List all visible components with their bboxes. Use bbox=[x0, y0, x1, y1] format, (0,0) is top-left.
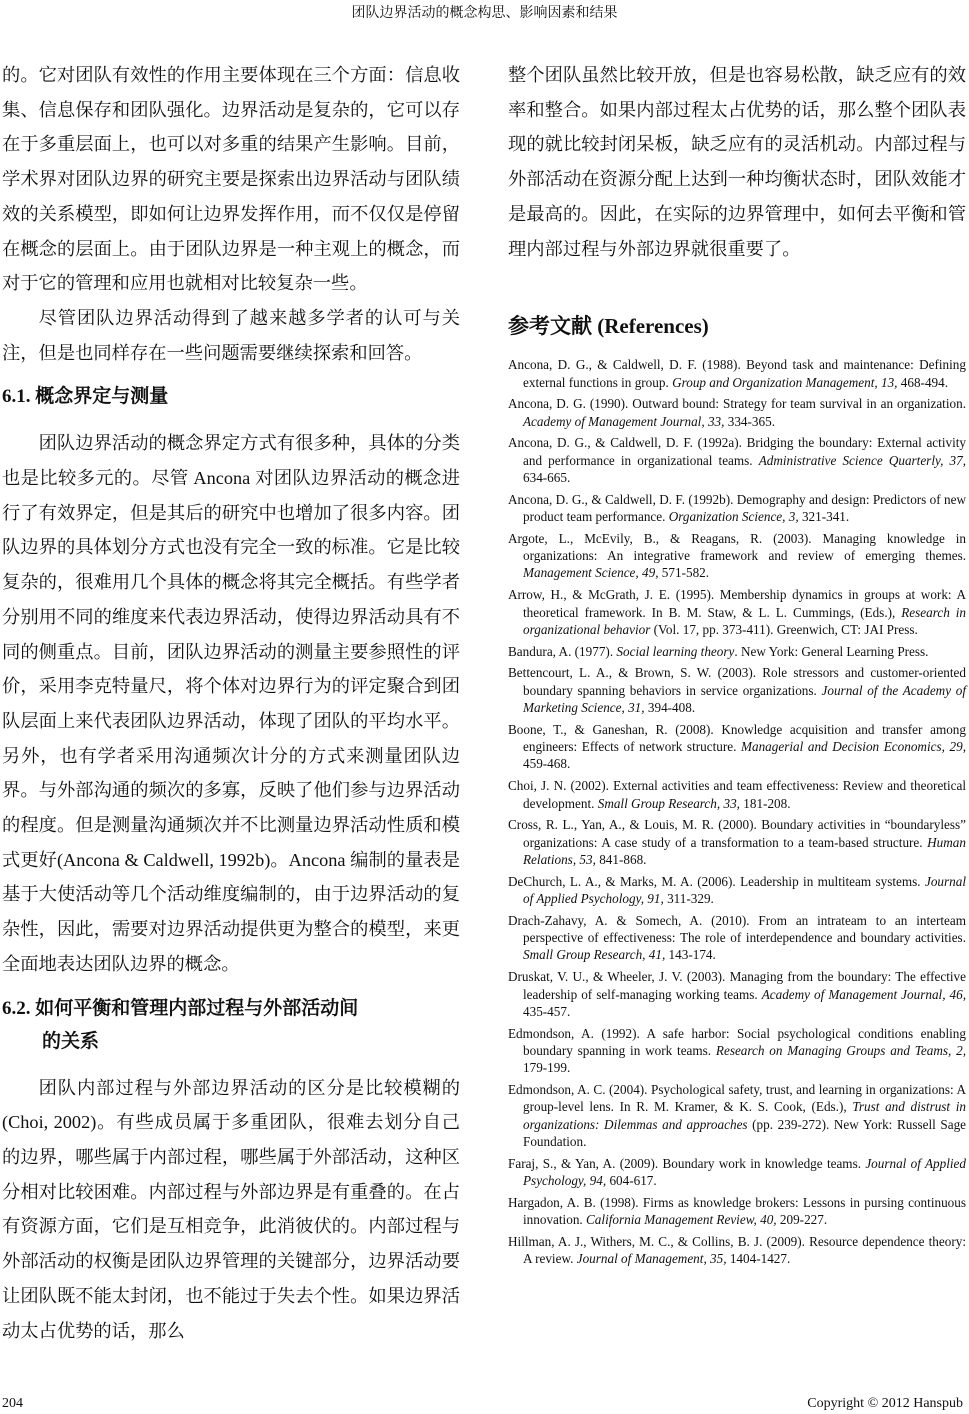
right-column bbox=[508, 58, 966, 1272]
reference-pre: Hillman, A. J., Withers, M. C., & Collins, B. J. (2009). Resource dependence theory: A review. bbox=[508, 1233, 966, 1267]
reference-ital: Administrative Science Quarterly, 37, bbox=[758, 452, 966, 468]
reference-ital: Trust and distrust in organizations: Dilemmas and approaches bbox=[523, 1099, 966, 1132]
reference-pre: DeChurch, L. A., & Marks, M. A. (2006). Leadership in multiteam systems. bbox=[508, 873, 925, 889]
reference-post: (pp. 239-272). New York: Russell Sage Foundation. bbox=[523, 1116, 967, 1149]
reference-post: (Vol. 17, pp. 373-411). Greenwich, CT: JAI Press. bbox=[650, 621, 918, 637]
reference-item bbox=[508, 873, 966, 908]
references-heading: 参考文献 (References) bbox=[508, 314, 709, 339]
reference-pre: Ancona, D. G. (1990). Outward bound: Strategy for team survival in an organization. bbox=[508, 396, 966, 412]
paragraph: 尽管团队边界活动得到了越来越多学者的认可与关注，但是也同样存在一些问题需要继续探索和回答。 bbox=[2, 307, 460, 363]
reference-pre: Arrow, H., & McGrath, J. E. (1995). Membership dynamics in groups at work: A theoretical framework. In B. M. Staw, & L. L. Cummings, (Eds.), bbox=[508, 587, 966, 620]
reference-pre: Ancona, D. G., & Caldwell, D. F. (1988). Beyond task and maintenance: Defining external functions in group. bbox=[508, 357, 966, 390]
reference-post: 459-468. bbox=[523, 756, 571, 772]
reference-ital: Research on Managing Groups and Teams, 2, bbox=[715, 1042, 967, 1058]
reference-post: 179-199. bbox=[523, 1060, 571, 1076]
heading-line: 的关系 bbox=[42, 1030, 100, 1052]
reference-pre: Edmondson, A. (1992). A safe harbor: Social psychological conditions enabling boundary spanning in work teams. bbox=[508, 1025, 966, 1058]
reference-pre: Druskat, V. U., & Wheeler, J. V. (2003). Managing from the boundary: The effective leadership of self-managing working teams. bbox=[508, 969, 966, 1002]
running-header: 团队边界活动的概念构思、影响因素和结果 bbox=[351, 6, 618, 21]
reference-post: 435-457. bbox=[523, 1003, 571, 1019]
reference-item bbox=[508, 912, 966, 964]
paragraph: 的。它对团队有效性的作用主要体现在三个方面：信息收集、信息保存和团队强化。边界活动是复杂的，它可以存在于多重层面上，也可以对多重的结果产生影响。目前，学术界对团队边界的研究主要是探索出边界活动与团队绩效的关系模型，即如何让边界发挥作用，而不仅仅是停留在概念的层面上。由于团队边界是一种主观上的概念，而对于它的管理和应用也就相对比较复杂一些。 bbox=[2, 65, 460, 294]
page-number: 204 bbox=[2, 1396, 23, 1411]
reference-post: 604-617. bbox=[606, 1172, 657, 1188]
reference-pre: Boone, T., & Ganeshan, R. (2008). Knowledge acquisition and transfer among engineers: Effects of network structure. bbox=[508, 721, 966, 755]
reference-post: 468-494. bbox=[897, 374, 949, 390]
reference-item bbox=[508, 356, 966, 391]
reference-list bbox=[508, 356, 966, 1267]
reference-item bbox=[508, 434, 966, 486]
reference-item bbox=[508, 1233, 966, 1268]
left-column bbox=[2, 58, 460, 1348]
reference-ital: Group and Organization Management, 13, bbox=[672, 374, 898, 390]
reference-ital: Journal of the Academy of Marketing Science, 31, bbox=[523, 682, 966, 716]
reference-post: 311-329. bbox=[663, 891, 714, 907]
section-heading-6-1: 6.1. 概念界定与测量 bbox=[2, 386, 169, 408]
reference-item bbox=[508, 721, 966, 773]
heading-line: 6.2. 如何平衡和管理内部过程与外部活动间 bbox=[2, 997, 359, 1019]
reference-item bbox=[508, 1081, 966, 1150]
reference-item bbox=[508, 968, 966, 1020]
reference-pre: Edmondson, A. C. (2004). Psychological safety, trust, and learning in organizations: A group-level lens. In R. M. Kramer, & K. S. Cook, (Eds.), bbox=[508, 1082, 966, 1115]
reference-pre: Drach-Zahavy, A. & Somech, A. (2010). From an intrateam to an interteam perspective of effectiveness: The role of interdependence and boundary activities. bbox=[508, 912, 966, 946]
reference-item bbox=[508, 530, 966, 582]
reference-item bbox=[508, 395, 966, 430]
reference-pre: Cross, R. L., Yan, A., & Louis, M. R. (2000). Boundary activities in “boundaryless” organizations: A case study of a transformation to a team-based structure. bbox=[508, 817, 966, 850]
reference-ital: Academy of Management Journal, 33, bbox=[523, 413, 725, 429]
reference-post: . New York: General Learning Press. bbox=[734, 643, 929, 659]
reference-ital: Journal of Management, 35, bbox=[576, 1251, 727, 1267]
reference-ital: Research in organizational behavior bbox=[523, 604, 966, 637]
reference-pre: Ancona, D. G., & Caldwell, D. F. (1992a). Bridging the boundary: External activity and performance in organizational teams. bbox=[508, 435, 966, 468]
reference-post: 181-208. bbox=[739, 795, 791, 811]
reference-pre: Ancona, D. G., & Caldwell, D. F. (1992b). Demography and design: Predictors of new product team performance. bbox=[508, 491, 966, 525]
reference-post: 634-665. bbox=[523, 470, 571, 485]
reference-pre: Hargadon, A. B. (1998). Firms as knowledge brokers: Lessons in pursing continuous innovation. bbox=[508, 1194, 966, 1228]
reference-item bbox=[508, 643, 966, 660]
reference-ital: Human Relations, 53, bbox=[523, 834, 966, 867]
reference-ital: Organization Science, 3, bbox=[668, 509, 799, 525]
paragraph: 团队内部过程与外部边界活动的区分是比较模糊的(Choi, 2002)。有些成员属于多重团队，很难去划分自己的边界，哪些属于内部过程，哪些属于外部活动，这种区分相对比较困难。内部过程与外部边界是有重叠的。在占有资源方面，它们是互相竞争，此消彼伏的。内部过程与外部活动的权衡是团队边界管理的关键部分，边界活动要让团队既不能太封闭，也不能过于失去个性。如果边界活动太占优势的话，那么 bbox=[2, 1077, 460, 1341]
reference-pre: Argote, L., McEvily, B., & Reagans, R. (2003). Managing knowledge in organizations: An integrative framework and review of emerging themes. bbox=[508, 530, 966, 564]
reference-ital: Social learning theory bbox=[616, 643, 735, 659]
reference-ital: Journal of Applied Psychology, 94, bbox=[523, 1155, 966, 1188]
reference-item bbox=[508, 1025, 966, 1077]
section-heading-6-2 bbox=[2, 992, 460, 1058]
reference-item bbox=[508, 777, 966, 812]
reference-ital: Journal of Applied Psychology, 91, bbox=[523, 873, 966, 907]
reference-item bbox=[508, 1155, 966, 1190]
reference-item bbox=[508, 586, 966, 638]
reference-post: 143-174. bbox=[665, 947, 716, 963]
reference-post: 841-868. bbox=[595, 851, 647, 867]
reference-ital: Small Group Research, 41, bbox=[523, 947, 666, 963]
reference-pre: Choi, J. N. (2002). External activities and team effectiveness: Review and theoretical development. bbox=[508, 778, 966, 811]
reference-post: 571-582. bbox=[658, 565, 710, 581]
reference-post: 209-227. bbox=[776, 1212, 828, 1228]
reference-pre: Faraj, S., & Yan, A. (2009). Boundary work in knowledge teams. bbox=[508, 1155, 866, 1171]
reference-ital: Academy of Management Journal, 46, bbox=[761, 986, 966, 1002]
reference-pre: Bandura, A. (1977). bbox=[508, 643, 617, 659]
reference-item bbox=[508, 816, 966, 868]
reference-post: 321-341. bbox=[798, 509, 850, 525]
paragraph: 整个团队虽然比较开放，但是也容易松散，缺乏应有的效率和整合。如果内部过程太占优势的话，那么整个团队表现的就比较封闭呆板，缺乏应有的灵活机动。内部过程与外部活动在资源分配上达到一种均衡状态时，团队效能才是最高的。因此，在实际的边界管理中，如何去平衡和管理内部过程与外部边界就很重要了。 bbox=[508, 65, 966, 259]
reference-item bbox=[508, 664, 966, 716]
reference-post: 1404-1427. bbox=[726, 1251, 791, 1267]
reference-ital: Management Science, 49, bbox=[523, 565, 659, 581]
reference-post: 334-365. bbox=[724, 413, 775, 429]
reference-post: 394-408. bbox=[644, 700, 696, 716]
reference-item bbox=[508, 491, 966, 526]
reference-pre: Bettencourt, L. A., & Brown, S. W. (2003). Role stressors and customer-oriented boundary spanning behaviors in service organizations. bbox=[508, 665, 966, 698]
reference-ital: California Management Review, 40, bbox=[586, 1212, 777, 1228]
reference-ital: Managerial and Decision Economics, 29, bbox=[740, 739, 966, 755]
reference-item bbox=[508, 1194, 966, 1229]
copyright: Copyright © 2012 Hanspub bbox=[807, 1396, 963, 1411]
paragraph: 团队边界活动的概念界定方式有很多种，具体的分类也是比较多元的。尽管 Ancona 对团队边界活动的概念进行了有效界定，但是其后的研究中也增加了很多内容。团队边界的具体划分方式也没有完全一致的标准。它是比较复杂的，很难用几个具体的概念将其完全概括。有些学者分别用不同的维度来代表边界活动，使得边界活动具有不同的侧重点。目前，团队边界活动的测量主要参照性的评价，采用李克特量尺，将个体对边界行为的评定聚合到团队层面上来代表团队边界活动，体现了团队的平均水平。另外，也有学者采用沟通频次计分的方式来测量团队边界。与外部沟通的频次的多寡，反映了他们参与边界活动的程度。但是测量沟通频次并不比测量边界活动性质和模式更好(Ancona & Caldwell, 1992b)。Ancona 编制的量表是基于大使活动等几个活动维度编制的，由于边界活动的复杂性，因此，需要对边界活动提供更为整合的模型，来更全面地表达团队边界的概念。 bbox=[2, 433, 460, 974]
reference-ital: Small Group Research, 33, bbox=[597, 795, 740, 811]
